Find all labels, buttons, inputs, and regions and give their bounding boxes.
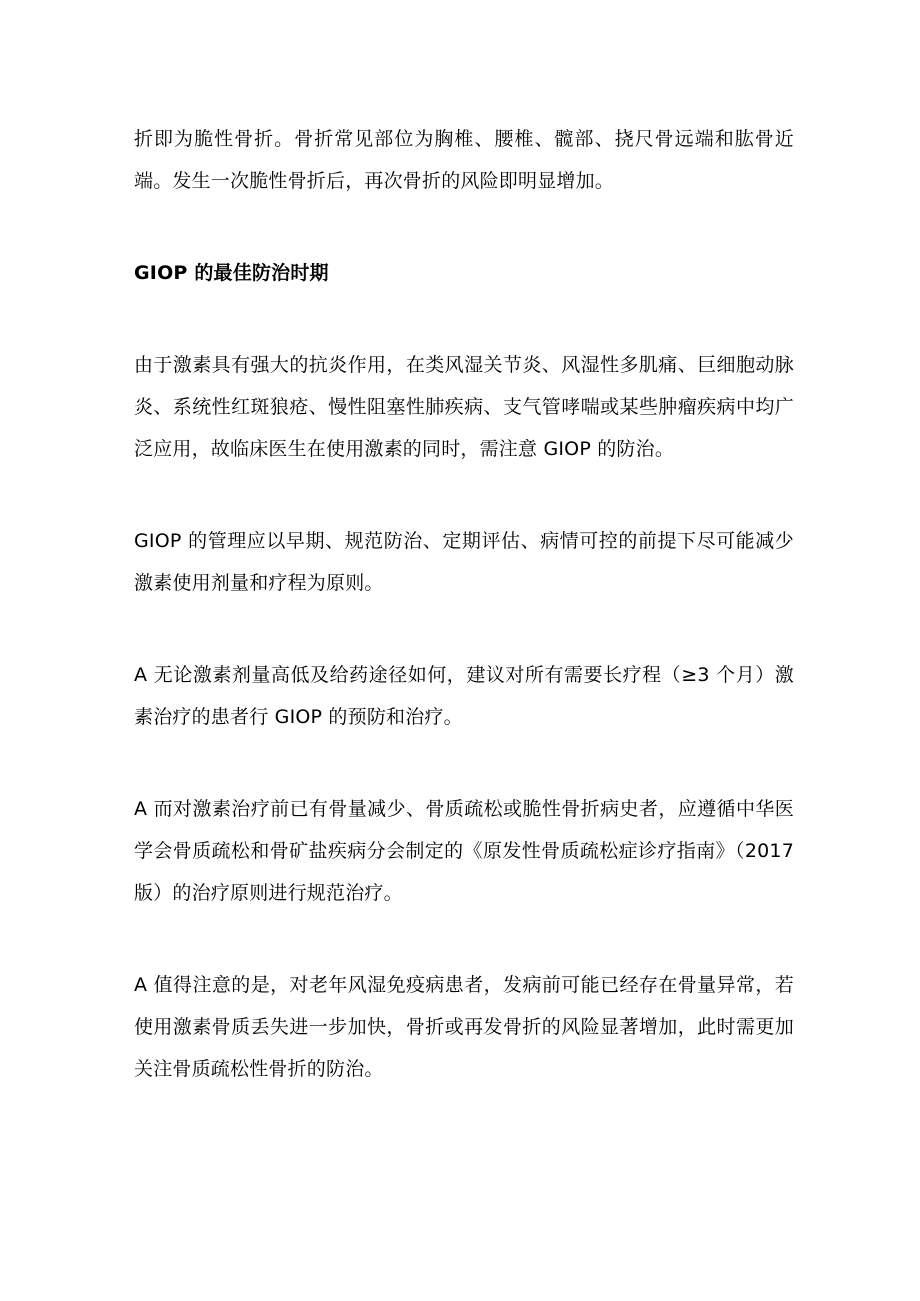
paragraph-recommendation-long-course: A 无论激素剂量高低及给药途径如何，建议对所有需要长疗程（≥3 个月）激素治疗的患者行 GIOP 的预防和治疗。 — [134, 664, 794, 728]
paragraph-hormone-use: 由于激素具有强大的抗炎作用，在类风湿关节炎、风湿性多肌痛、巨细胞动脉炎、系统性红斑狼疮、慢性阻塞性肺疾病、支气管哮喘或某些肿瘤疾病中均广泛应用，故临床医生在使用激素的同时，需注意 GIOP 的防治。 — [134, 354, 794, 460]
document-body — [134, 118, 794, 1140]
section-heading: GIOP 的最佳防治时期 — [134, 262, 329, 284]
paragraph-elderly-patients: A 值得注意的是，对老年风湿免疫病患者，发病前可能已经存在骨量异常，若使用激素骨质丢失进一步加快，骨折或再发骨折的风险显著增加，此时需更加关注骨质疏松性骨折的防治。 — [134, 974, 794, 1080]
paragraph-management-principle: GIOP 的管理应以早期、规范防治、定期评估、病情可控的前提下尽可能减少激素使用剂量和疗程为原则。 — [134, 530, 794, 594]
paragraph-fracture-sites: 折即为脆性骨折。骨折常见部位为胸椎、腰椎、髋部、挠尺骨远端和肱骨近端。发生一次脆性骨折后，再次骨折的风险即明显增加。 — [134, 128, 794, 192]
paragraph-recommendation-guideline: A 而对激素治疗前已有骨量减少、骨质疏松或脆性骨折病史者，应遵循中华医学会骨质疏松和骨矿盐疾病分会制定的《原发性骨质疏松症诊疗指南》（2017 版）的治疗原则进行规范治疗。 — [134, 798, 794, 904]
